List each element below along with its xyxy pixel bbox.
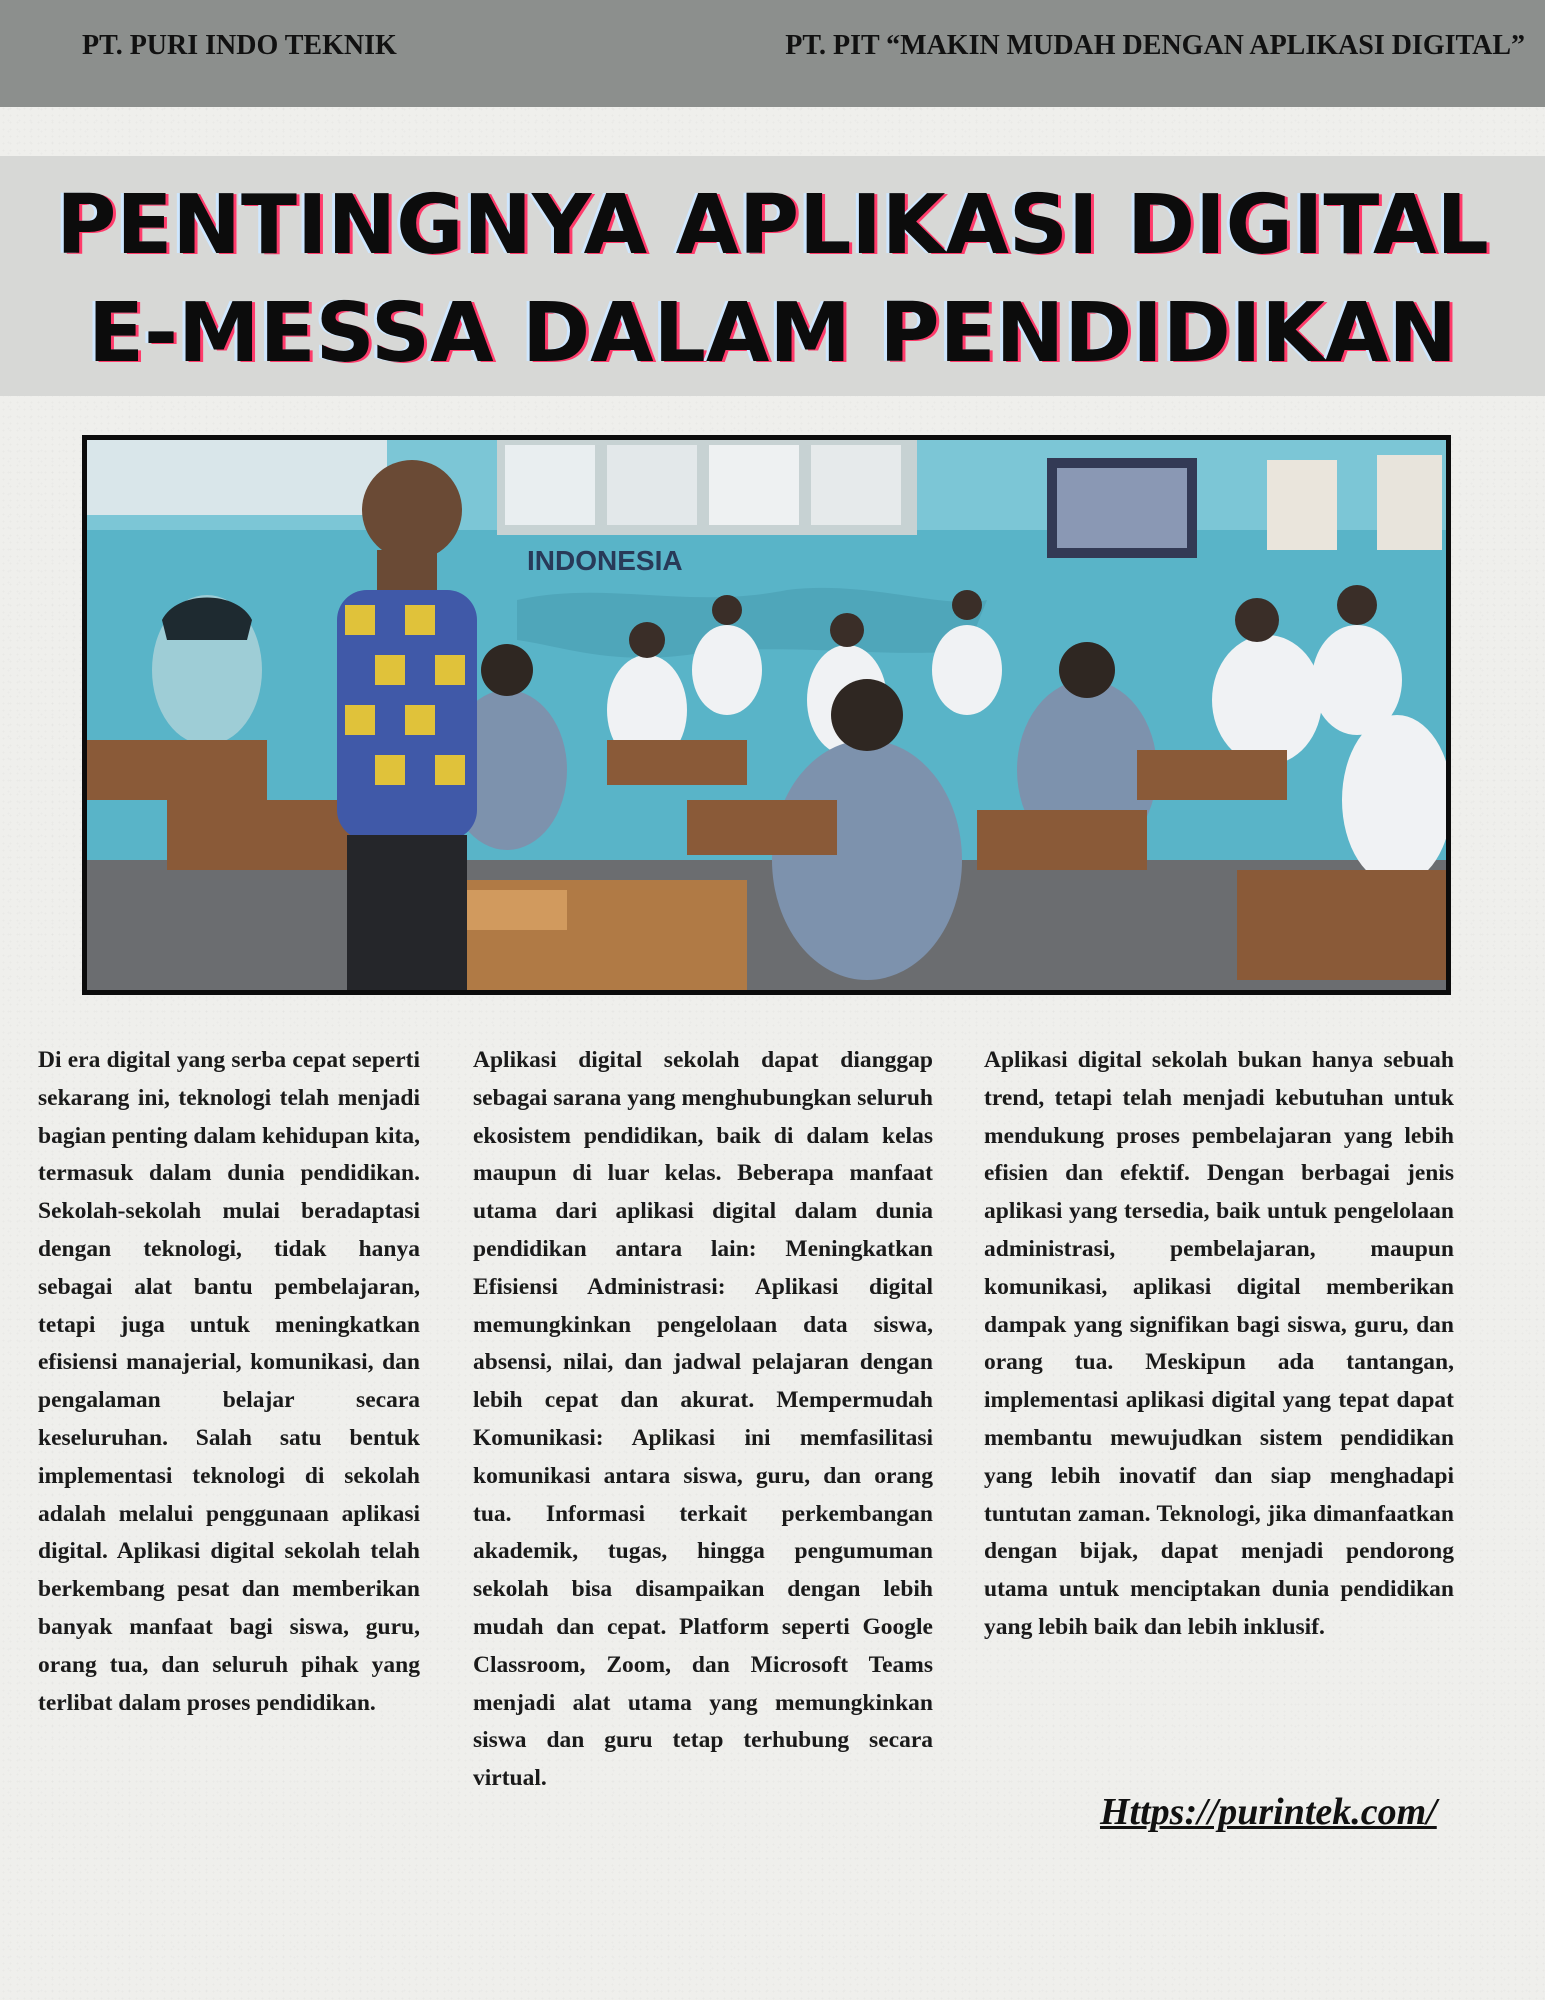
company-name: PT. PURI INDO TEKNIK <box>82 30 397 61</box>
headline-line-1: PENTINGNYA APLIKASI DIGITAL <box>56 178 1489 273</box>
website-link[interactable]: Https://purintek.com/ <box>1100 1791 1437 1833</box>
classroom-photo <box>82 435 1451 995</box>
article-column-1: Di era digital yang serba cepat seperti sekarang ini, teknologi telah menjadi bagian penting dalam kehidupan kita, termasuk dalam dunia pendidikan. Sekolah-sekolah mulai beradaptasi dengan teknologi, tidak hanya sebagai alat bantu pembelajaran, tetapi juga untuk meningkatkan efisiensi manajerial, komunikasi, dan pengalaman belajar secara keseluruhan. Salah satu bentuk implementasi teknologi di sekolah adalah melalui penggunaan aplikasi digital. Aplikasi digital sekolah telah berkembang pesat dan memberikan banyak manfaat bagi siswa, guru, orang tua, dan seluruh pihak yang terlibat dalam proses pendidikan. <box>38 1047 421 1716</box>
header-bar <box>0 0 1545 107</box>
article-column-2: Aplikasi digital sekolah dapat dianggap sebagai sarana yang menghubungkan seluruh ekosistem pendidikan, baik di dalam kelas maupun di luar kelas. Beberapa manfaat utama dari aplikasi digital dalam dunia pendidikan antara lain: Meningkatkan Efisiensi Administrasi: Aplikasi digital memungkinkan pengelolaan data siswa, absensi, nilai, dan jadwal pelajaran dengan lebih cepat dan akurat. Mempermudah Komunikasi: Aplikasi ini memfasilitasi komunikasi antara siswa, guru, dan orang tua. Informasi terkait perkembangan akademik, tugas, hingga pengumuman sekolah bisa disampaikan dengan lebih mudah dan cepat. Platform seperti Google Classroom, Zoom, dan Microsoft Teams menjadi alat utama yang memungkinkan siswa dan guru tetap terhubung secara virtual. <box>473 1047 933 1792</box>
tagline: PT. PIT “MAKIN MUDAH DENGAN APLIKASI DIGITAL” <box>785 30 1525 61</box>
mural-text: INDONESIA <box>527 545 683 576</box>
article-column-3: Aplikasi digital sekolah bukan hanya sebuah trend, tetapi telah menjadi kebutuhan untuk mendukung proses pembelajaran yang lebih efisien dan efektif. Dengan berbagai jenis aplikasi yang tersedia, baik untuk pengelolaan administrasi, pembelajaran, maupun komunikasi, aplikasi digital memberikan dampak yang signifikan bagi siswa, guru, dan orang tua. Meskipun ada tantangan, implementasi aplikasi digital yang tepat dapat membantu mewujudkan sistem pendidikan yang lebih inovatif dan siap menghadapi tuntutan zaman. Teknologi, jika dimanfaatkan dengan bijak, dapat menjadi pendorong utama untuk menciptakan dunia pendidikan yang lebih baik dan lebih inklusif. <box>984 1047 1454 1640</box>
headline-line-2: E-MESSA DALAM PENDIDIKAN <box>87 286 1457 381</box>
